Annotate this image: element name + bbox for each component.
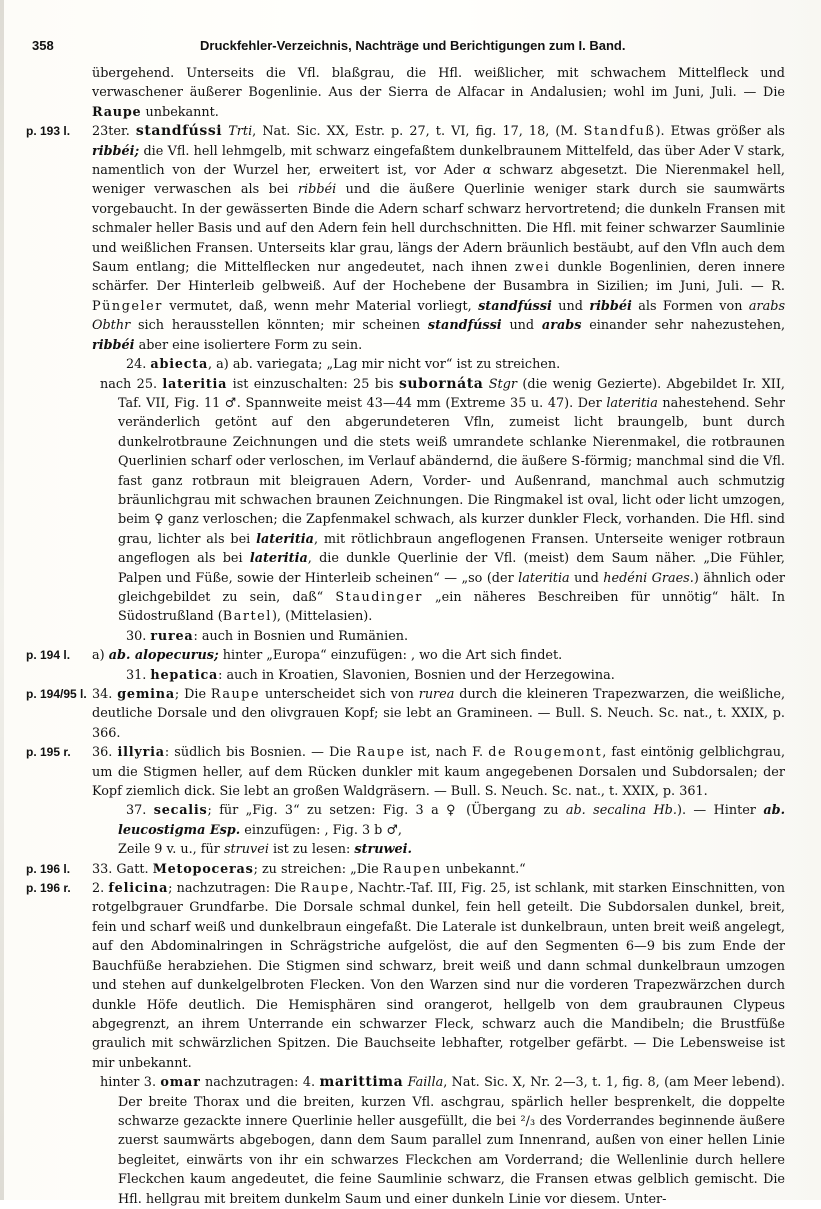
page-reference bbox=[26, 666, 90, 685]
text-run: vermutet, daß, wenn mehr Material vorliegt, bbox=[162, 298, 479, 314]
page-reference: p. 194/95 l. bbox=[26, 687, 87, 701]
text-run: Raupe bbox=[300, 881, 350, 897]
text-run: lateritia bbox=[606, 395, 658, 411]
text-run: Raupe bbox=[356, 745, 406, 761]
text-run: ; zu streichen: „Die bbox=[253, 861, 383, 877]
correction-entry bbox=[26, 879, 785, 1073]
text-run: : auch in Kroatien, Slavonien, Bosnien und der Herzegowina. bbox=[218, 667, 615, 683]
text-run: subornáta bbox=[398, 375, 484, 392]
entry-text bbox=[92, 355, 785, 374]
text-run: illyria bbox=[117, 745, 165, 761]
text-run: ). Etwas größer als bbox=[655, 124, 785, 140]
text-run: ; nachzutragen: Die bbox=[168, 881, 301, 897]
entry-text bbox=[92, 860, 785, 879]
text-run: hinter „Europa“ einzufügen: , wo die Art sich findet. bbox=[218, 648, 563, 664]
text-run: als Formen von bbox=[631, 298, 749, 314]
text-run: , fast eintönig gelblichgrau, um die Stigmen heller, auf dem Rücken dunkler mit kaum angegebenen Dorsalen und Subdorsalen; der Kopf ziemlich dick. Sie lebt an großen Waldgräsern. — Bull. S. Neuch. Sc. nat., t. XXIX, p. 361. bbox=[92, 745, 786, 800]
page-reference bbox=[26, 1073, 90, 1209]
text-run: arabs Obthr bbox=[92, 298, 786, 334]
text-run: Failla bbox=[403, 1075, 444, 1091]
text-run: gemina bbox=[117, 687, 175, 702]
text-run: zwei bbox=[514, 260, 551, 276]
correction-entry bbox=[26, 1073, 785, 1209]
page-reference: p. 194 l. bbox=[26, 648, 71, 663]
text-run: 2. bbox=[92, 881, 109, 897]
correction-entry bbox=[26, 840, 785, 859]
correction-entry bbox=[26, 64, 785, 122]
text-run: de Rougemont bbox=[488, 745, 603, 761]
text-run: Stgr bbox=[483, 376, 518, 392]
page-reference: p. 195 r. bbox=[26, 745, 71, 760]
text-run: 34. bbox=[92, 687, 118, 702]
correction-entry bbox=[26, 375, 785, 627]
entry-text bbox=[92, 685, 785, 743]
text-run: struvei bbox=[223, 842, 269, 858]
text-run: unterscheidet sich von bbox=[260, 687, 419, 702]
text-run: ist zu lesen: bbox=[268, 842, 355, 858]
text-run: durch die kleineren Trapezwarzen, die weißliche, deutliche Dorsale und den olivgrauen Kopf; sie lebt an Gramineen. — Bull. S. Neuch. Sc. nat., t. XXIX, p. 366. bbox=[92, 687, 786, 741]
text-run: Zeile 9 v. u., für bbox=[118, 842, 224, 858]
text-run: struwei. bbox=[354, 842, 412, 858]
text-run: ribbéi bbox=[297, 182, 337, 198]
text-run: lateritia bbox=[256, 531, 314, 547]
entry-text bbox=[92, 646, 785, 665]
text-run: , die dunkle Querlinie der Vfl. (meist) dem Saum näher. „Die Fühler, Palpen und Füße, sowie der Hinterleib scheinen“ — „so (der bbox=[118, 551, 785, 586]
page-edge-shadow bbox=[0, 0, 4, 1200]
text-run: ribbéi bbox=[589, 298, 632, 314]
text-run: die Vfl. hell lehmgelb, mit schwarz eingefaßtem dunkelbraunem Mittelfeld, das über Ader V stark, namentlich von der Wurzel her, erweitert ist, vor Ader bbox=[92, 143, 785, 179]
entry-text bbox=[92, 64, 785, 122]
text-run: , mit rötlichbraun angeflogenen Fransen. Unterseite weniger rotbraun angeflogen als bei bbox=[118, 531, 785, 567]
document-body bbox=[26, 64, 785, 1209]
correction-entry bbox=[26, 666, 785, 685]
text-run: 24. bbox=[126, 357, 151, 373]
text-run: : auch in Bosnien und Rumänien. bbox=[193, 628, 409, 644]
text-run: rurea bbox=[418, 687, 455, 702]
text-run: standfússi bbox=[427, 318, 502, 334]
page-reference bbox=[26, 627, 90, 646]
text-run: ist, nach F. bbox=[405, 745, 489, 761]
text-run: ; Die bbox=[174, 687, 211, 702]
text-run: : südlich bis Bosnien. — Die bbox=[164, 745, 357, 761]
entry-text bbox=[92, 840, 785, 859]
text-run: 31. bbox=[126, 667, 151, 683]
text-run: einzufügen: , Fig. 3 b ♂, bbox=[240, 822, 402, 838]
text-run: 30. bbox=[126, 628, 151, 644]
text-run: Bartel bbox=[222, 609, 272, 625]
text-run: lateritia bbox=[162, 376, 228, 392]
text-run: Standfuß bbox=[583, 124, 656, 140]
text-run: standfússi bbox=[135, 123, 223, 140]
text-run: Metopoceras bbox=[152, 861, 254, 877]
text-run: unbekannt.“ bbox=[441, 861, 526, 877]
text-run: lateritia bbox=[249, 551, 308, 567]
text-run: hinter 3. bbox=[100, 1075, 161, 1091]
text-run: ), (Mittelasien). bbox=[271, 609, 373, 625]
running-title: Druckfehler-Verzeichnis, Nachträge und Berichtigungen zum I. Band. bbox=[200, 38, 626, 53]
text-run: felicina bbox=[108, 881, 169, 897]
text-run: Raupe bbox=[210, 687, 261, 702]
text-run: nahestehend. Sehr veränderlich getönt auf den abgerundeteren Vfln, zumeist licht braungelb, bunt durch dunkelrotbraune Zeichnungen und die stets weiß umrandete schlanke Nierenmakel, die rotbraunen Querlinien scharf oder verloschen, im Verlauf abändernd, die äußere S-förmig; manchmal sind die Vfl. fast ganz rotbraun mit bleigrauen Adern, Vorder- und Außenrand, manchmal auch schmutzig bräunlichgrau mit schwachen braunen Zeichnungen. Die Ringmakel ist oval, licht oder licht umzogen, beim ♀ ganz verloschen; die Zapfenmakel schwach, als kurzer dunkler Fleck, vorhanden. Die Hfl. sind grau, lichter als bei bbox=[118, 395, 785, 547]
text-run: ist einzuschalten: 25 bis bbox=[227, 376, 399, 392]
text-run: (die wenig Gezierte). Abgebildet Ir. XII, Taf. VII, Fig. 11 ♂. Spannweite meist 43—44 mm (Extreme 35 u. 47). Der bbox=[118, 376, 785, 411]
text-run: unbekannt. bbox=[141, 104, 219, 120]
text-run: aber eine isoliertere Form zu sein. bbox=[134, 337, 363, 353]
text-run: und bbox=[501, 318, 542, 334]
text-run: ab. alopecurus; bbox=[108, 648, 219, 664]
text-run: Raupen bbox=[382, 861, 442, 877]
entry-text bbox=[92, 1073, 785, 1209]
correction-entry bbox=[26, 627, 785, 646]
text-run: abiecta bbox=[150, 357, 209, 373]
entry-text bbox=[92, 879, 785, 1073]
correction-entry bbox=[26, 801, 785, 840]
text-run: ; für „Fig. 3“ zu setzen: Fig. 3 a ♀ (Übergang zu bbox=[207, 803, 566, 819]
text-run: marittima bbox=[319, 1074, 404, 1091]
text-run: secalis bbox=[153, 803, 208, 819]
text-run: übergehend. Unterseits die Vfl. blaßgrau, die Hfl. weißlicher, mit schwachem Mittelfleck und verwaschener äußerer Bogenlinie. Aus der Sierra de Alfacar in Andalusien; wohl im Juni, Juli. — Die bbox=[92, 66, 785, 101]
page-reference: p. 196 r. bbox=[26, 881, 71, 896]
text-run: und die äußere Querlinie weniger stark durch sie saumwärts vorgebaucht. In der gewässerten Binde die Adern scharf schwarz hervortretend; die dunkeln Fransen mit schmaler heller Basis und auf den Adern fein hell durchschnitten. Die Hfl. mit feiner schwarzer Saumlinie und weißlichen Fransen. Unterseits klar grau, längs der Adern bräunlich bestäubt, auf den Vfln auch dem Saum entlang; die Mittelflecken nur angedeutet, nach ihnen bbox=[92, 182, 785, 276]
page-reference bbox=[26, 801, 90, 840]
text-run: schwarz abgesetzt. Die Nierenmakel hell, weniger verwaschen als bei bbox=[92, 163, 785, 198]
text-run: ribbéi; bbox=[92, 143, 140, 159]
text-run: hedéni Graes. bbox=[603, 570, 694, 586]
text-run: lateritia bbox=[518, 570, 570, 586]
text-run: „ein näheres Beschreiben für unnötig“ hält. In Südostrußland ( bbox=[118, 589, 785, 625]
entry-text bbox=[92, 743, 785, 801]
text-run: 33. Gatt. bbox=[92, 861, 153, 877]
page-reference bbox=[26, 64, 90, 122]
page-reference bbox=[26, 840, 90, 859]
text-run: nachzutragen: 4. bbox=[200, 1075, 320, 1091]
page-number: 358 bbox=[32, 38, 54, 53]
correction-entry bbox=[26, 355, 785, 374]
text-run: α bbox=[482, 163, 492, 179]
text-run: und bbox=[551, 298, 590, 314]
text-run: Trti bbox=[222, 124, 253, 140]
entry-text bbox=[92, 122, 785, 355]
text-run: Püngeler bbox=[92, 298, 163, 314]
text-run: Raupe bbox=[92, 104, 142, 120]
correction-entry bbox=[26, 122, 785, 355]
text-run: sich herausstellen könnten; mir scheinen bbox=[130, 318, 428, 334]
text-run: omar bbox=[160, 1075, 201, 1091]
text-run: , a) ab. variegata; „Lag mir nicht vor“ ist zu streichen. bbox=[208, 357, 561, 373]
text-run: hepatica bbox=[150, 667, 219, 683]
text-run: , Nachtr.-Taf. III, Fig. 25, ist schlank, mit starken Einschnitten, von rotgelbgrauer Grundfarbe. Die Dorsale schmal dunkel, fein hell geteilt. Die Subdorsalen dunkel, breit, fein und scharf weiß und dunkelbraun eingefaßt. Die Laterale ist dunkelbraun, unten breit weiß angelegt, auf den Abdominalringen in Schrägstriche aufgelöst, die auf den Segmenten 6—9 bis zum Ende der Bauchfüße herabziehen. Die Stigmen sind schwarz, breit weiß und dann schmal dunkelbraun umzogen und stehen auf dunkelgelbroten Flecken. Von den Warzen sind nur die vorderen Trapezwärzchen durch dunkle Höfe deutlich. Die Hemisphären sind orangerot, hellgelb von dem graubraunen Clypeus abgegrenzt, an ihrem Unterrande ein schwarzer Fleck, schwarz auch die Mandibeln; die Brustfüße graulich mit schwärzlichen Spitzen. Die Bauchseite lebhafter, rotgelber gefärbt. — Die Lebensweise ist mir unbekannt. bbox=[92, 881, 786, 1071]
page-reference bbox=[26, 375, 90, 627]
text-run: ab. secalina Hb. bbox=[565, 803, 677, 819]
entry-text bbox=[92, 375, 785, 627]
text-run: ab. leucostigma Esp. bbox=[118, 803, 786, 838]
text-run: 37. bbox=[126, 803, 154, 819]
text-run: ribbéi bbox=[92, 337, 135, 353]
entry-text bbox=[92, 801, 785, 840]
correction-entry bbox=[26, 646, 785, 665]
correction-entry bbox=[26, 743, 785, 801]
page-reference: p. 196 l. bbox=[26, 861, 71, 876]
text-run: , Nat. Sic. X, Nr. 2—3, t. 1, fig. 8, (am Meer lebend). Der breite Thorax und die breiten, kurzen Vfl. aschgrau, spärlich heller besprenkelt, die doppelte schwarze gezackte innere Querlinie heller ausgefüllt, die bei ²/₃ des Vorderrandes beginnende äußere zuerst saumwärts abgebogen, dann dem Saum parallel zum Innenrand, außen von einer hellen Linie begleitet, einwärts von ihr ein schwarzes Fleckchen am Vorderrand; die Wellenlinie durch hellere Fleckchen kaum angedeutet, die feine Saumlinie schwarz, die Fransen etwas gelblich gemischt. Die Hfl. hellgrau mit breitem dunkelm Saum und einer dunkeln Linie vor diesem. Unter- bbox=[118, 1075, 785, 1207]
text-run: ). — Hinter bbox=[676, 803, 764, 819]
text-run: standfússi bbox=[478, 298, 552, 314]
running-header bbox=[26, 38, 785, 62]
entry-text bbox=[92, 627, 785, 646]
text-run: , Nat. Sic. XX, Estr. p. 27, t. VI, fig. 17, 18, (M. bbox=[252, 124, 584, 140]
correction-entry bbox=[26, 860, 785, 879]
text-run: einander sehr nahezustehen, bbox=[581, 318, 786, 334]
text-run: 23ter. bbox=[92, 124, 136, 140]
entry-text bbox=[92, 666, 785, 685]
text-run: a) bbox=[92, 648, 109, 664]
text-run: rurea bbox=[150, 628, 194, 644]
text-run: arabs bbox=[541, 318, 582, 334]
text-run: 36. bbox=[92, 745, 118, 761]
text-run: nach 25. bbox=[100, 376, 163, 392]
correction-entry bbox=[26, 685, 785, 743]
text-run: und bbox=[569, 570, 604, 586]
text-run: ) ähnlich oder gleichgebildet zu sein, daß“ bbox=[118, 570, 786, 605]
text-run: dunkle Bogenlinien, deren innere schärfer. Der Hinterleib gelbweiß. Auf der Hochebene der Busambra in Sizilien; im Juni, Juli. — R. bbox=[92, 260, 786, 295]
page-reference bbox=[26, 355, 90, 374]
text-run: Staudinger bbox=[335, 589, 423, 605]
page-reference: p. 193 l. bbox=[26, 124, 71, 139]
